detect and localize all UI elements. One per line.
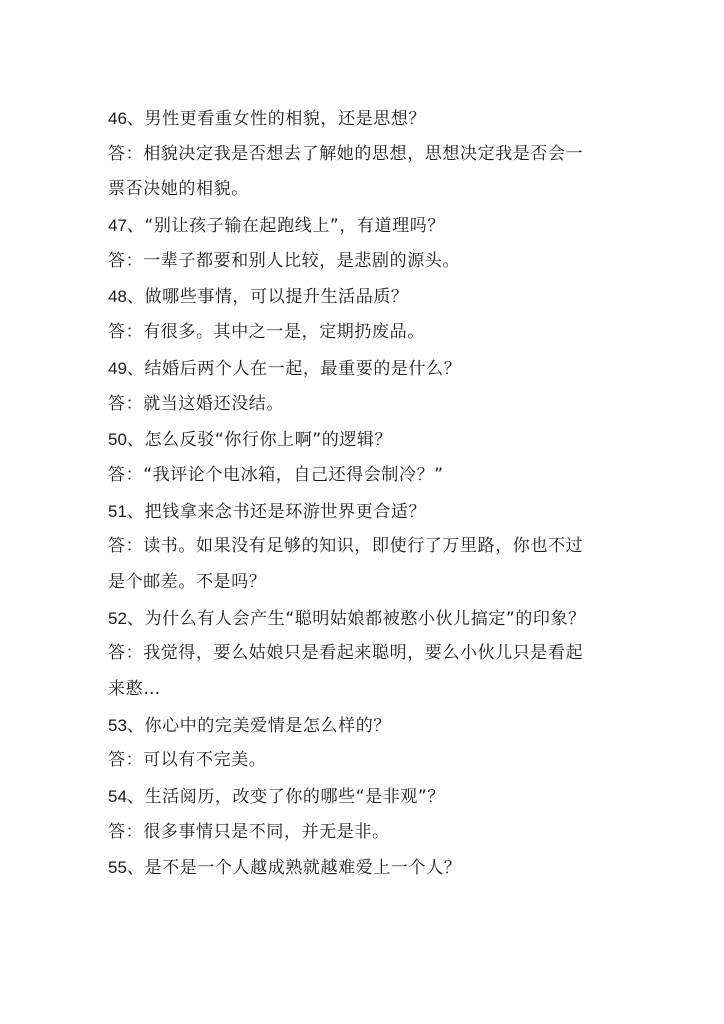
answer-54-line-1: 答：很多事情只是不同，并无是非。 — [108, 821, 390, 842]
question-number: 48 — [108, 287, 127, 307]
question-text: 、生活阅历，改变了你的哪些“是非观”？ — [126, 787, 445, 808]
answer-48-line-1: 答：有很多。其中之一是，定期扔废品。 — [108, 322, 425, 343]
question-text: 、“别让孩子输在起跑线上”，有道理吗？ — [126, 216, 445, 237]
question-number: 54 — [108, 787, 127, 807]
question-text: 、把钱拿来念书还是环游世界更合适？ — [126, 501, 427, 522]
answer-53-line-1: 答：可以有不完美。 — [108, 750, 267, 771]
question-text: 、做哪些事情，可以提升生活品质？ — [126, 287, 409, 308]
question-text: 、结婚后两个人在一起，最重要的是什么？ — [126, 358, 462, 379]
question-55 — [108, 850, 628, 886]
question-49 — [108, 351, 628, 387]
answer-51-line-1: 答：读书。如果没有足够的知识，即使行了万里路，你也不过 — [108, 536, 584, 557]
question-51 — [108, 494, 628, 530]
question-53 — [108, 708, 628, 744]
answer-46-line-2: 票否决她的相貌。 — [108, 179, 249, 200]
question-number: 53 — [108, 715, 127, 735]
question-number: 49 — [108, 358, 127, 378]
answer-51-line-2: 是个邮差。不是吗？ — [108, 571, 267, 592]
question-number: 47 — [108, 216, 127, 236]
question-54 — [108, 779, 628, 815]
question-47 — [108, 208, 628, 244]
question-number: 52 — [108, 608, 127, 628]
question-number: 46 — [108, 109, 127, 128]
document-body — [108, 101, 628, 886]
answer-50-line-1: 答：“我评论个电冰箱，自己还得会制冷？” — [108, 464, 444, 485]
question-text: 、是不是一个人越成熟就越难爱上一个人？ — [126, 858, 462, 879]
question-text: 、怎么反驳“你行你上啊”的逻辑？ — [126, 430, 393, 451]
answer-49-line-1: 答：就当这婚还没结。 — [108, 393, 284, 414]
question-text: 、男性更看重女性的相貌，还是思想？ — [126, 109, 427, 129]
answer-52-line-2: 来憨… — [108, 679, 161, 699]
answer-46-line-1: 答：相貌决定我是否想去了解她的思想，思想决定我是否会一 — [108, 143, 584, 164]
answer-47-line-1: 答：一辈子都要和别人比较，是悲剧的源头。 — [108, 250, 460, 271]
question-number: 55 — [108, 858, 127, 878]
question-52 — [108, 601, 628, 637]
question-46 — [108, 101, 628, 137]
question-text: 、你心中的完美爱情是怎么样的？ — [126, 715, 391, 736]
question-48 — [108, 279, 628, 315]
question-text: 、为什么有人会产生“聪明姑娘都被憨小伙儿搞定”的印象？ — [126, 608, 586, 629]
question-number: 51 — [108, 501, 127, 521]
answer-52-line-1: 答：我觉得，要么姑娘只是看起来聪明，要么小伙儿只是看起 — [108, 643, 584, 664]
question-50 — [108, 422, 628, 458]
question-number: 50 — [108, 430, 127, 450]
